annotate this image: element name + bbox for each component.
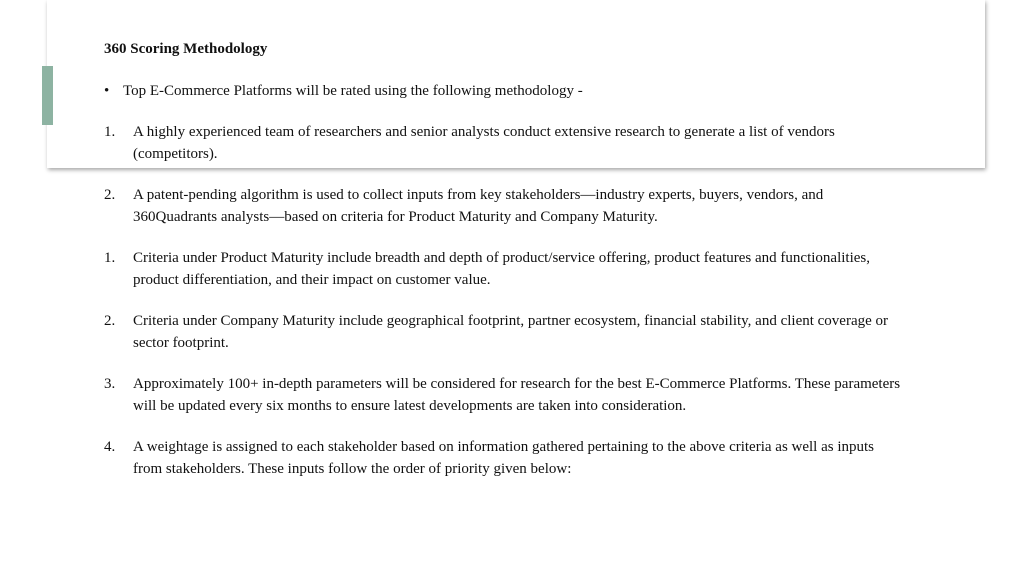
list-item-number: 3.: [104, 376, 116, 392]
list-item-number: 4.: [104, 439, 116, 455]
accent-bar: [42, 66, 53, 125]
list-item-text: A highly experienced team of researchers and senior analysts conduct extensive research to generate a list of vendors (competitors).: [133, 124, 835, 162]
list-item-text: Approximately 100+ in-depth parameters will be considered for research for the best E-Commerce Platforms. These parameters will be updated every six months to ensure latest developments are taken into consideration.: [133, 376, 901, 414]
slide-content: [104, 38, 904, 499]
list-item: [104, 121, 904, 165]
slide-title: 360 Scoring Methodology: [104, 41, 268, 57]
bullet-icon: •: [104, 83, 110, 99]
list-item-text: A weightage is assigned to each stakeholder based on information gathered pertaining to the above criteria as well as inputs from stakeholders. These inputs follow the order of priority given below:: [133, 439, 875, 477]
list-item-number: 1.: [104, 124, 116, 140]
list-item: [104, 436, 904, 480]
list-item: [104, 310, 904, 354]
methodology-list: [104, 121, 904, 480]
list-item-number: 2.: [104, 187, 116, 203]
list-item-number: 2.: [104, 313, 116, 329]
intro-bullet-text: Top E-Commerce Platforms will be rated using the following methodology -: [123, 83, 583, 99]
list-item: [104, 247, 904, 291]
list-item: [104, 373, 904, 417]
list-item-number: 1.: [104, 250, 116, 266]
list-item: [104, 184, 904, 228]
list-item-text: Criteria under Product Maturity include breadth and depth of product/service offering, product features and functionalities, product differentiation, and their impact on customer value.: [133, 250, 870, 288]
list-item-text: Criteria under Company Maturity include geographical footprint, partner ecosystem, financial stability, and client coverage or sector footprint.: [133, 313, 889, 351]
intro-bullet: [104, 80, 904, 102]
list-item-text: A patent-pending algorithm is used to collect inputs from key stakeholders—industry experts, buyers, vendors, and 360Quadrants analysts—based on criteria for Product Maturity and Company Maturity.: [133, 187, 824, 225]
